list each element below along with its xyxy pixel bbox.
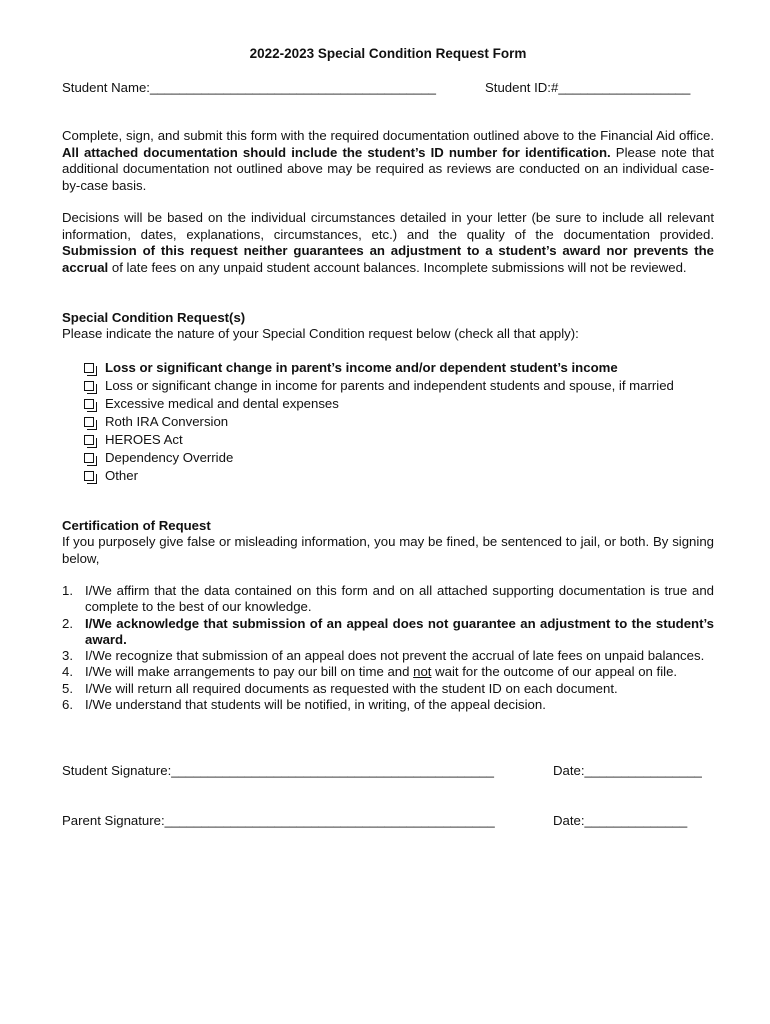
intro-p2-text: Decisions will be based on the individual circumstances detailed in your letter (be sure to include all relevant information, dates, explanations, circumstances, etc.) and the quality of the documentation provided. xyxy=(62,210,714,242)
student-signature-field[interactable]: ____________________________________________ xyxy=(171,763,494,778)
parent-date-field[interactable]: ______________ xyxy=(584,813,688,828)
checkbox[interactable] xyxy=(84,471,94,481)
certification-item: 6. I/We understand that students will be notified, in writing, of the appeal decision. xyxy=(62,697,546,713)
certification-item: 1. I/We affirm that the data contained on this form and on all attached supporting documentation is true and complete to the best of our knowledge. xyxy=(62,583,714,615)
option-heroes-act[interactable] xyxy=(84,431,674,449)
option-other[interactable] xyxy=(84,467,674,485)
checkbox[interactable] xyxy=(84,381,94,391)
intro-p2-bold: Submission of this request neither guarantees an adjustment to a student’s award nor prevents the accrual xyxy=(62,243,714,275)
parent-date-group xyxy=(553,813,687,828)
option-label: Loss or significant change in income for parents and independent students and spouse, if married xyxy=(105,378,674,393)
option-label: Dependency Override xyxy=(105,450,234,465)
student-date-field[interactable]: ________________ xyxy=(584,763,702,778)
student-signature-row xyxy=(62,763,714,778)
certification-item: 3. I/We recognize that submission of an appeal does not prevent the accrual of late fees on unpaid balances. xyxy=(62,648,705,664)
student-date-group xyxy=(553,763,702,778)
parent-signature-label: Parent Signature: xyxy=(62,813,165,828)
option-roth-ira[interactable] xyxy=(84,413,674,431)
option-medical-expenses[interactable] xyxy=(84,395,674,413)
option-label: Loss or significant change in parent’s income and/or dependent student’s income xyxy=(105,360,618,375)
checkbox[interactable] xyxy=(84,399,94,409)
student-date-label: Date: xyxy=(553,763,585,778)
option-label: Roth IRA Conversion xyxy=(105,414,229,429)
option-label: Other xyxy=(105,468,138,483)
student-id-group xyxy=(485,80,690,95)
certification-intro: If you purposely give false or misleading information, you may be fined, be sentenced to jail, or both. By signing below, xyxy=(62,534,714,566)
form-title: 2022-2023 Special Condition Request Form xyxy=(249,46,527,61)
checkbox[interactable] xyxy=(84,435,94,445)
parent-signature-field[interactable]: _____________________________________________ xyxy=(164,813,495,828)
intro-p2-text-end: of late fees on any unpaid student account balances. Incomplete submissions will not be reviewed. xyxy=(108,259,687,275)
option-dependency-override[interactable] xyxy=(84,449,674,467)
intro-p1-text-end: Please note that additional documentation not outlined above may be required as reviews are conducted on an individual case-by-case basis. xyxy=(62,144,714,193)
intro-p1-bold: All attached documentation should include the student’s ID number for identification. xyxy=(62,144,611,160)
option-parent-income-change[interactable] xyxy=(84,359,674,377)
parent-signature-row xyxy=(62,813,714,828)
checkbox[interactable] xyxy=(84,363,94,373)
student-name-label: Student Name: xyxy=(62,80,150,95)
student-name-field[interactable]: _______________________________________ xyxy=(149,80,437,95)
checkbox[interactable] xyxy=(84,453,94,463)
intro-p1-text: Complete, sign, and submit this form with the required documentation outlined above to the Financial Aid office. xyxy=(62,128,714,143)
option-label: HEROES Act xyxy=(105,432,183,447)
student-info-row xyxy=(62,80,714,95)
special-condition-instruction: Please indicate the nature of your Special Condition request below (check all that apply): xyxy=(62,326,579,341)
certification-heading: Certification of Request xyxy=(62,518,211,533)
option-label: Excessive medical and dental expenses xyxy=(105,396,339,411)
option-independent-income-change[interactable] xyxy=(84,377,674,395)
student-id-field[interactable]: __________________ xyxy=(558,80,691,95)
certification-item: 2. I/We acknowledge that submission of an appeal does not guarantee an adjustment to the student’s award. xyxy=(62,615,714,647)
certification-item: 5. I/We will return all required documents as requested with the student ID on each document. xyxy=(62,680,618,696)
parent-date-label: Date: xyxy=(553,813,585,828)
intro-paragraph-1 xyxy=(62,128,714,194)
special-condition-heading: Special Condition Request(s) xyxy=(62,310,246,325)
student-signature-label: Student Signature: xyxy=(62,763,172,778)
certification-list xyxy=(62,583,714,713)
special-condition-options xyxy=(84,359,674,485)
certification-item: 4. I/We will make arrangements to pay our bill on time and not wait for the outcome of our appeal on file. xyxy=(62,664,678,680)
student-id-label: Student ID:# xyxy=(485,80,559,95)
intro-paragraph-2 xyxy=(62,210,714,276)
checkbox[interactable] xyxy=(84,417,94,427)
